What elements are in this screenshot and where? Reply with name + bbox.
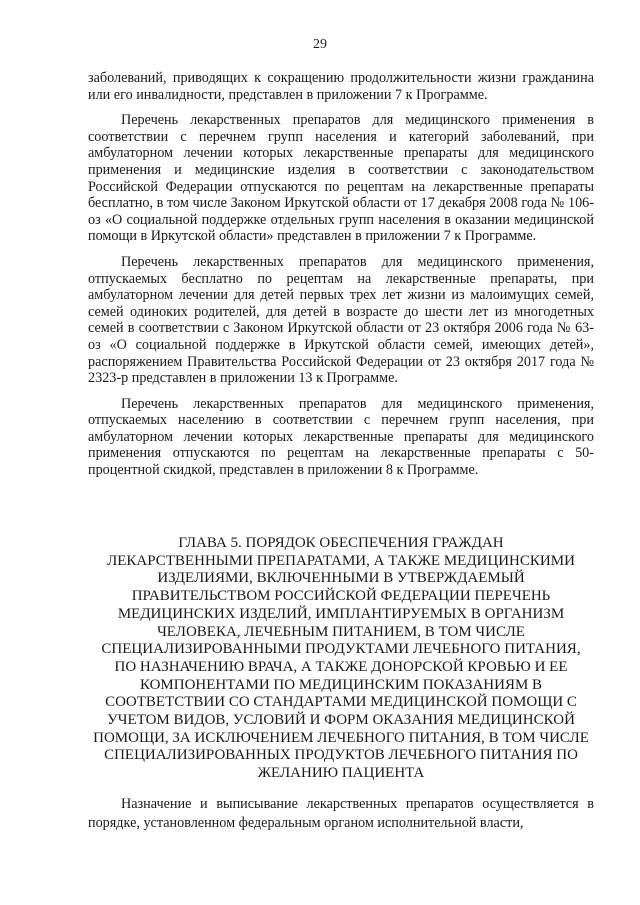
chapter-heading-line: ЛЕКАРСТВЕННЫМИ ПРЕПАРАТАМИ, А ТАКЖЕ МЕДИЦИНСКИМИ [107,552,575,569]
chapter-heading-line: СПЕЦИАЛИЗИРОВАННЫМИ ПРОДУКТАМИ ЛЕЧЕБНОГО ПИТАНИЯ, [101,641,581,658]
chapter-heading-line: ПОМОЩИ, ЗА ИСКЛЮЧЕНИЕМ ЛЕЧЕБНОГО ПИТАНИЯ, В ТОМ ЧИСЛЕ [93,729,589,746]
paragraph-continuation: заболеваний, приводящих к сокращению продолжительности жизни гражданина или его инвалидности, представлен в приложении 7 к Программе. [88,70,594,103]
closing-text [88,795,594,833]
page-number: 29 [313,37,327,52]
chapter-heading-line: ГЛАВА 5. ПОРЯДОК ОБЕСПЕЧЕНИЯ ГРАЖДАН [178,535,504,551]
chapter-heading-line: КОМПОНЕНТАМИ ПО МЕДИЦИНСКИМ ПОКАЗАНИЯМ В [139,676,543,693]
paragraph-free-drugs-list: Перечень лекарственных препаратов для медицинского применения в соответствии с перечнем групп населения и категорий заболеваний, при амбулаторном лечении которых лекарственные препараты для медицинского применения и медицинские изделия в соответствии с законодательством Российской Федерации отпускаются по рецептам на лекарственные препараты бесплатно, в том числе Законом Иркутской области от 17 декабря 2008 года № 106-оз «О социальной поддержке отдельных групп населения в оказании медицинской помощи в Иркутской области» представлен в приложении 7 к Программе. [88,112,594,245]
chapter-heading-line: ИЗДЕЛИЯМИ, ВКЛЮЧЕННЫМИ В УТВЕРЖДАЕМЫЙ [157,570,525,587]
chapter-heading-line: ЖЕЛАНИЮ ПАЦИЕНТА [257,765,425,782]
paragraph-children-drugs-list: Перечень лекарственных препаратов для медицинского применения, отпускаемых бесплатно по рецептам на лекарственные препараты, при амбулаторном лечении для детей первых трех лет жизни из малоимущих семей, семей одиноких родителей, для детей в возрасте до шести лет из многодетных семей в соответствии с Законом Иркутской области от 23 октября 2006 года № 63-оз «О социальной поддержке в Иркутской области семей, имеющих детей», распоряжением Правительства Российской Федерации от 23 октября 2017 года № 2323-р представлен в приложении 13 к Программе. [88,253,594,387]
chapter-heading-line: ПО НАЗНАЧЕНИЮ ВРАЧА, А ТАКЖЕ ДОНОРСКОЙ КРОВЬЮ И ЕЕ [114,658,568,675]
paragraph-discount-drugs-list: Перечень лекарственных препаратов для медицинского применения, отпускаемых населению в соответствии с перечнем групп населения, при амбулаторном лечении которых лекарственные препараты для медицинского применения отпускаются по рецептам на лекарственные препараты с 50-процентной скидкой, представлен в приложении 8 к Программе. [88,395,594,479]
chapter-heading [88,535,594,783]
paragraph-prescribing-order: Назначение и выписывание лекарственных препаратов осуществляется в порядке, установленном федеральным органом исполнительной власти, [88,796,594,831]
body-text [88,70,594,488]
chapter-heading-line: ПРАВИТЕЛЬСТВОМ РОССИЙСКОЙ ФЕДЕРАЦИИ ПЕРЕЧЕНЬ [131,588,551,605]
chapter-heading-line: СПЕЦИАЛИЗИРОВАННЫХ ПРОДУКТОВ ЛЕЧЕБНОГО ПИТАНИЯ ПО [104,747,578,764]
chapter-heading-line: УЧЕТОМ ВИДОВ, УСЛОВИЙ И ФОРМ ОКАЗАНИЯ МЕДИЦИНСКОЙ [107,712,575,729]
chapter-heading-line: СООТВЕТСТВИИ СО СТАНДАРТАМИ МЕДИЦИНСКОЙ ПОМОЩИ С [105,694,577,711]
chapter-heading-line: ЧЕЛОВЕКА, ЛЕЧЕБНЫМ ПИТАНИЕМ, В ТОМ ЧИСЛЕ [157,623,525,640]
chapter-heading-line: МЕДИЦИНСКИХ ИЗДЕЛИЙ, ИМПЛАНТИРУЕМЫХ В ОРГАНИЗМ [117,605,565,622]
